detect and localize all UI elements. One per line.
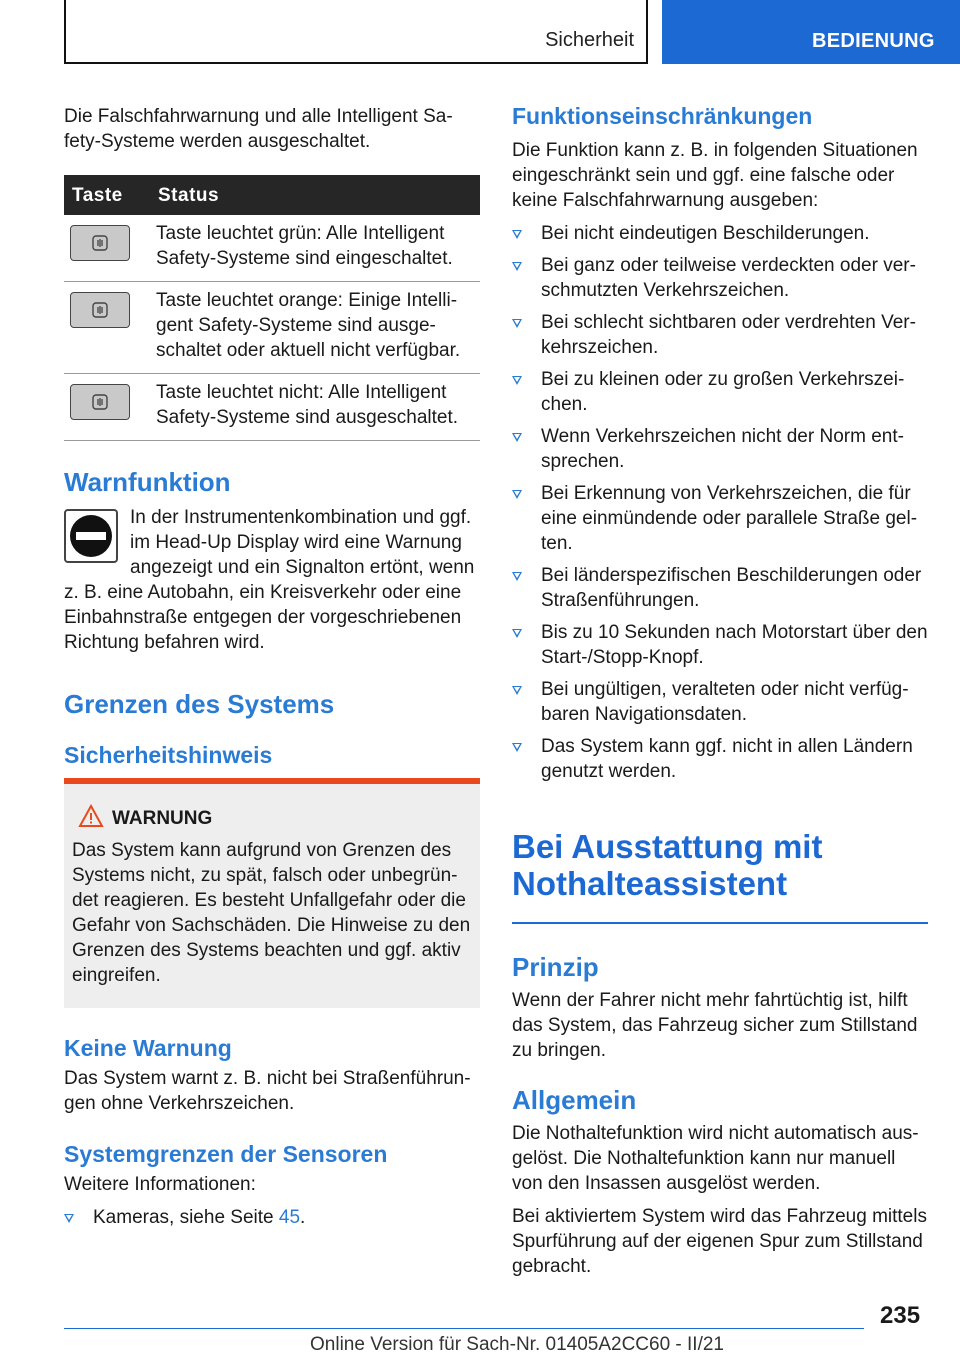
bullet-triangle-icon bbox=[512, 686, 522, 695]
allgemein-heading: Allgemein bbox=[512, 1085, 637, 1115]
safety-button-icon bbox=[70, 292, 130, 328]
status-cell: Taste leuchtet grün: Alle Intelligent Safety-Systeme sind eingeschaltet. bbox=[150, 215, 480, 282]
bullet-triangle-icon bbox=[512, 629, 522, 638]
page-number: 235 bbox=[880, 1302, 921, 1329]
allgemein-text-2: Bei aktiviertem System wird das Fahrzeug mittels Spurführung auf der eigenen Spur zum Stillstand gebracht. bbox=[512, 1206, 927, 1277]
list-item: Bis zu 10 Sekunden nach Motorstart über den Start-/Stopp-Knopf. bbox=[512, 620, 928, 670]
sensoren-intro: Weitere Informationen: bbox=[64, 1174, 256, 1195]
list-item: Bei ungültigen, veralteten oder nicht verfügbaren Navigationsdaten. bbox=[512, 677, 928, 727]
prinzip-heading: Prinzip bbox=[512, 952, 599, 982]
nothalte-heading: Bei Ausstattung mit Nothalteassistent bbox=[512, 828, 823, 902]
keine-warnung-heading: Keine Warnung bbox=[64, 1035, 232, 1061]
restriction-list bbox=[512, 221, 928, 784]
table-row bbox=[64, 215, 480, 282]
warning-box bbox=[64, 778, 480, 1008]
warnfunktion-heading: Warnfunktion bbox=[64, 467, 231, 497]
list-item: Bei länderspezifischen Beschilderungen oder Straßenführungen. bbox=[512, 563, 928, 613]
safety-button-icon bbox=[70, 384, 130, 420]
list-item: Bei Erkennung von Verkehrszeichen, die für eine einmündende oder parallele Straße gelten. bbox=[512, 481, 928, 556]
list-item: Bei ganz oder teilweise verdeckten oder verschmutzten Verkehrszeichen. bbox=[512, 253, 928, 303]
bullet-triangle-icon bbox=[512, 262, 522, 271]
sensoren-heading: Systemgrenzen der Sensoren bbox=[64, 1141, 388, 1167]
grenzen-heading: Grenzen des Systems bbox=[64, 689, 335, 719]
header-frame bbox=[64, 0, 648, 64]
list-item: Wenn Verkehrszeichen nicht der Norm entsprechen. bbox=[512, 424, 928, 474]
funktion-heading: Funktionseinschränkungen bbox=[512, 103, 813, 129]
funktion-intro: Die Funktion kann z. B. in folgenden Situationen eingeschränkt sein und ggf. eine falsche oder keine Falschfahrwarnung ausgeben: bbox=[512, 140, 918, 211]
status-table bbox=[64, 175, 480, 441]
sicherheitshinweis-heading: Sicherheitshinweis bbox=[64, 742, 273, 768]
table-row bbox=[64, 374, 480, 441]
allgemein-text-1: Die Nothaltefunktion wird nicht automatisch ausgelöst. Die Nothaltefunktion kann nur manuell von den Insassen ausgelöst werden. bbox=[512, 1123, 919, 1194]
table-header-status: Status bbox=[150, 175, 480, 215]
bullet-triangle-icon bbox=[512, 376, 522, 385]
bullet-triangle-icon bbox=[512, 230, 522, 239]
list-item: Kameras, siehe Seite 45. bbox=[64, 1205, 480, 1230]
status-cell: Taste leuchtet orange: Einige Intelligent Safety-Systeme sind ausgeschaltet oder aktuell nicht verfügbar. bbox=[150, 282, 480, 374]
warning-triangle-icon bbox=[78, 804, 104, 828]
table-header-taste: Taste bbox=[64, 175, 150, 215]
heading-rule bbox=[512, 922, 928, 924]
no-entry-icon bbox=[64, 509, 118, 563]
warning-text: Das System kann aufgrund von Grenzen des Systems nicht, zu spät, falsch oder unbegründet reagieren. Es besteht Unfallgefahr oder die Gefahr von Sachschäden. Die Hinweise zu den Grenzen des Systems beachten und ggf. aktiv eingreifen. bbox=[72, 840, 471, 986]
left-column bbox=[64, 104, 480, 769]
bullet-triangle-icon bbox=[512, 572, 522, 581]
footer-rule bbox=[64, 1328, 864, 1329]
intro-text: Die Falschfahrwarnung und alle Intelligent Safety-Systeme werden ausgeschaltet. bbox=[64, 106, 453, 152]
list-item: Bei schlecht sichtbaren oder verdrehten Verkehrszeichen. bbox=[512, 310, 928, 360]
page-link[interactable]: 45 bbox=[278, 1207, 301, 1228]
bullet-triangle-icon bbox=[512, 490, 522, 499]
warning-title: WARNUNG bbox=[112, 808, 213, 829]
chapter-tab[interactable]: BEDIENUNG bbox=[662, 0, 960, 64]
list-item: Bei zu kleinen oder zu großen Verkehrszeichen. bbox=[512, 367, 928, 417]
bullet-triangle-icon bbox=[64, 1214, 74, 1223]
list-item: Das System kann ggf. nicht in allen Ländern genutzt werden. bbox=[512, 734, 928, 784]
status-cell: Taste leuchtet nicht: Alle Intelligent Safety-Systeme sind ausgeschaltet. bbox=[150, 374, 480, 441]
table-row bbox=[64, 282, 480, 374]
right-column bbox=[512, 102, 928, 1279]
section-title: Sicherheit bbox=[545, 29, 634, 51]
warning-title-row bbox=[72, 806, 472, 831]
footer-text: Online Version für Sach-Nr. 01405A2CC60 - II/21 bbox=[310, 1334, 725, 1355]
warnfunktion-text: In der Instrumentenkombination und ggf. im Head-Up Display wird eine Warnung angezeigt und ein Signalton ertönt, wenn z. B. eine Autobahn, ein Kreisverkehr oder eine Einbahnstraße entgegen der vorgeschriebenen Richtung befahren wird. bbox=[64, 507, 475, 653]
left-column-lower bbox=[64, 1034, 480, 1237]
safety-button-icon bbox=[70, 225, 130, 261]
list-item: Bei nicht eindeutigen Beschilderungen. bbox=[512, 221, 928, 246]
bullet-triangle-icon bbox=[512, 743, 522, 752]
prinzip-text: Wenn der Fahrer nicht mehr fahrtüchtig ist, hilft das System, das Fahrzeug sicher zum Stillstand zu bringen. bbox=[512, 990, 918, 1061]
keine-warnung-text: Das System warnt z. B. nicht bei Straßenführungen ohne Verkehrszeichen. bbox=[64, 1068, 471, 1114]
bullet-triangle-icon bbox=[512, 319, 522, 328]
bullet-triangle-icon bbox=[512, 433, 522, 442]
